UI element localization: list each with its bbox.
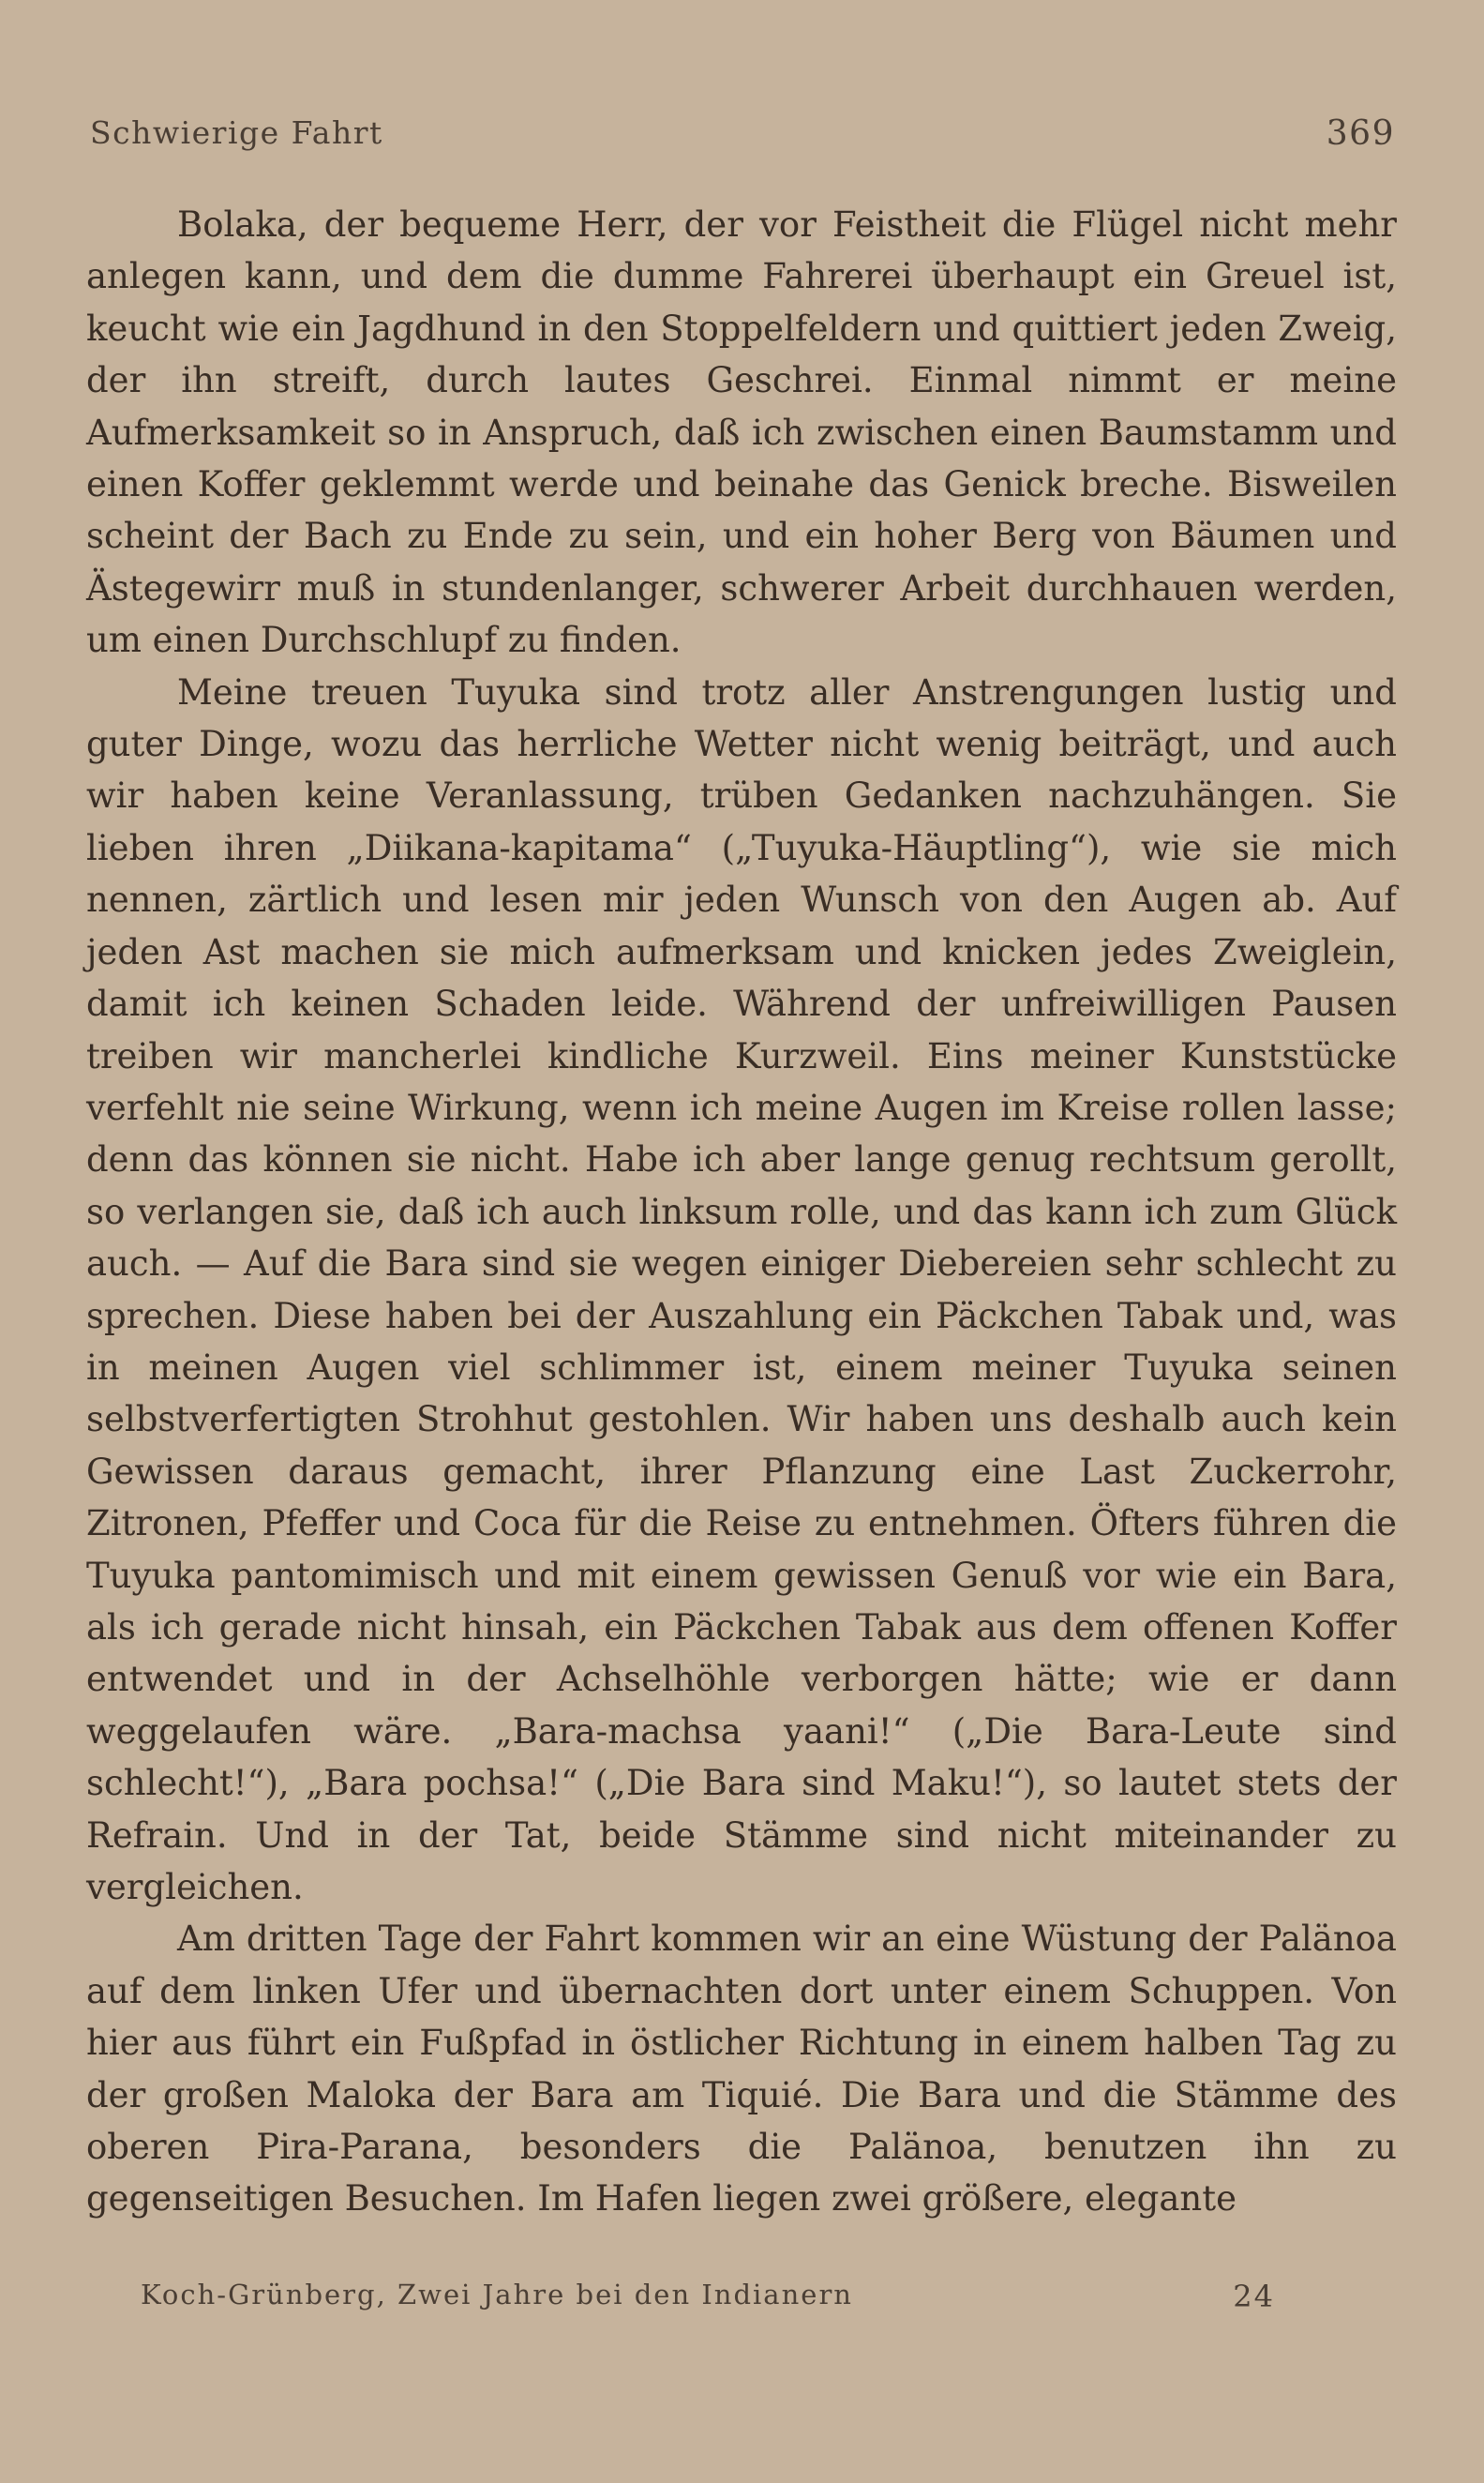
page-footer [141, 2279, 1275, 2320]
chapter-title: Schwierige Fahrt [90, 114, 383, 151]
book-source-line: Koch-Grünberg, Zwei Jahre bei den Indianern [141, 2279, 853, 2310]
paragraph-3: Am dritten Tage der Fahrt kommen wir an eine Wüstung der Palänoa auf dem linken Ufer und übernachten dort unter einem Schuppen. Von hier aus führt ein Fußpfad in östlicher Richtung in einem halben Tag zu der großen Maloka der Bara am Tiquié. Die Bara und die Stämme des oberen Pira-Parana, besonders die Palänoa, benutzen ihn zu gegenseitigen Besuchen. Im Hafen liegen zwei größere, elegante [86, 1919, 1397, 2220]
running-header [90, 114, 1395, 158]
paragraph-1: Bolaka, der bequeme Herr, der vor Feistheit die Flügel nicht mehr anlegen kann, und dem die dumme Fahrerei überhaupt ein Greuel ist, keucht wie ein Jagdhund in den Stoppelfeldern und quittiert jeden Zweig, der ihn streift, durch lautes Geschrei. Einmal nimmt er meine Aufmerksamkeit so in Anspruch, daß ich zwischen einen Baumstamm und einen Koffer geklemmt werde und beinahe das Genick breche. Bisweilen scheint der Bach zu Ende zu sein, und ein hoher Berg von Bäumen und Ästegewirr muß in stundenlanger, schwerer Arbeit durchhauen werden, um einen Durchschlupf zu finden. [86, 204, 1397, 661]
signature-mark: 24 [1233, 2279, 1275, 2314]
paragraph-2: Meine treuen Tuyuka sind trotz aller Anstrengungen lustig und guter Dinge, wozu das herrliche Wetter nicht wenig beiträgt, und auch wir haben keine Veranlassung, trüben Gedanken nachzuhängen. Sie lieben ihren „Diikana-kapitama“ („Tuyuka-Häuptling“), wie sie mich nennen, zärtlich und lesen mir jeden Wunsch von den Augen ab. Auf jeden Ast machen sie mich aufmerksam und knicken jedes Zweiglein, damit ich keinen Schaden leide. Während der unfreiwilligen Pausen treiben wir mancherlei kindliche Kurzweil. Eins meiner Kunststücke verfehlt nie seine Wirkung, wenn ich meine Augen im Kreise rollen lasse; denn das können sie nicht. Habe ich aber lange genug rechtsum gerollt, so verlangen sie, daß ich auch linksum rolle, und das kann ich zum Glück auch. — Auf die Bara sind sie wegen einiger Diebereien sehr schlecht zu sprechen. Diese haben bei der Auszahlung ein Päckchen Tabak und, was in meinen Augen viel schlimmer ist, einem meiner Tuyuka seinen selbstverfertigten Strohhut gestohlen. Wir haben uns deshalb auch kein Gewissen daraus gemacht, ihrer Pflanzung eine Last Zuckerrohr, Zitronen, Pfeffer und Coca für die Reise zu entnehmen. Öfters führen die Tuyuka pantomimisch und mit einem gewissen Genuß vor wie ein Bara, als ich gerade nicht hinsah, ein Päckchen Tabak aus dem offenen Koffer entwendet und in der Achselhöhle verborgen hätte; wie er dann weggelaufen wäre. „Bara-machsa yaani!“ („Die Bara-Leute sind schlecht!“), „Bara pochsa!“ („Die Bara sind Maku!“), so lautet stets der Refrain. Und in der Tat, beide Stämme sind nicht miteinander zu vergleichen. [86, 671, 1397, 1907]
body-text [86, 199, 1397, 2225]
page-number: 369 [1326, 114, 1395, 153]
